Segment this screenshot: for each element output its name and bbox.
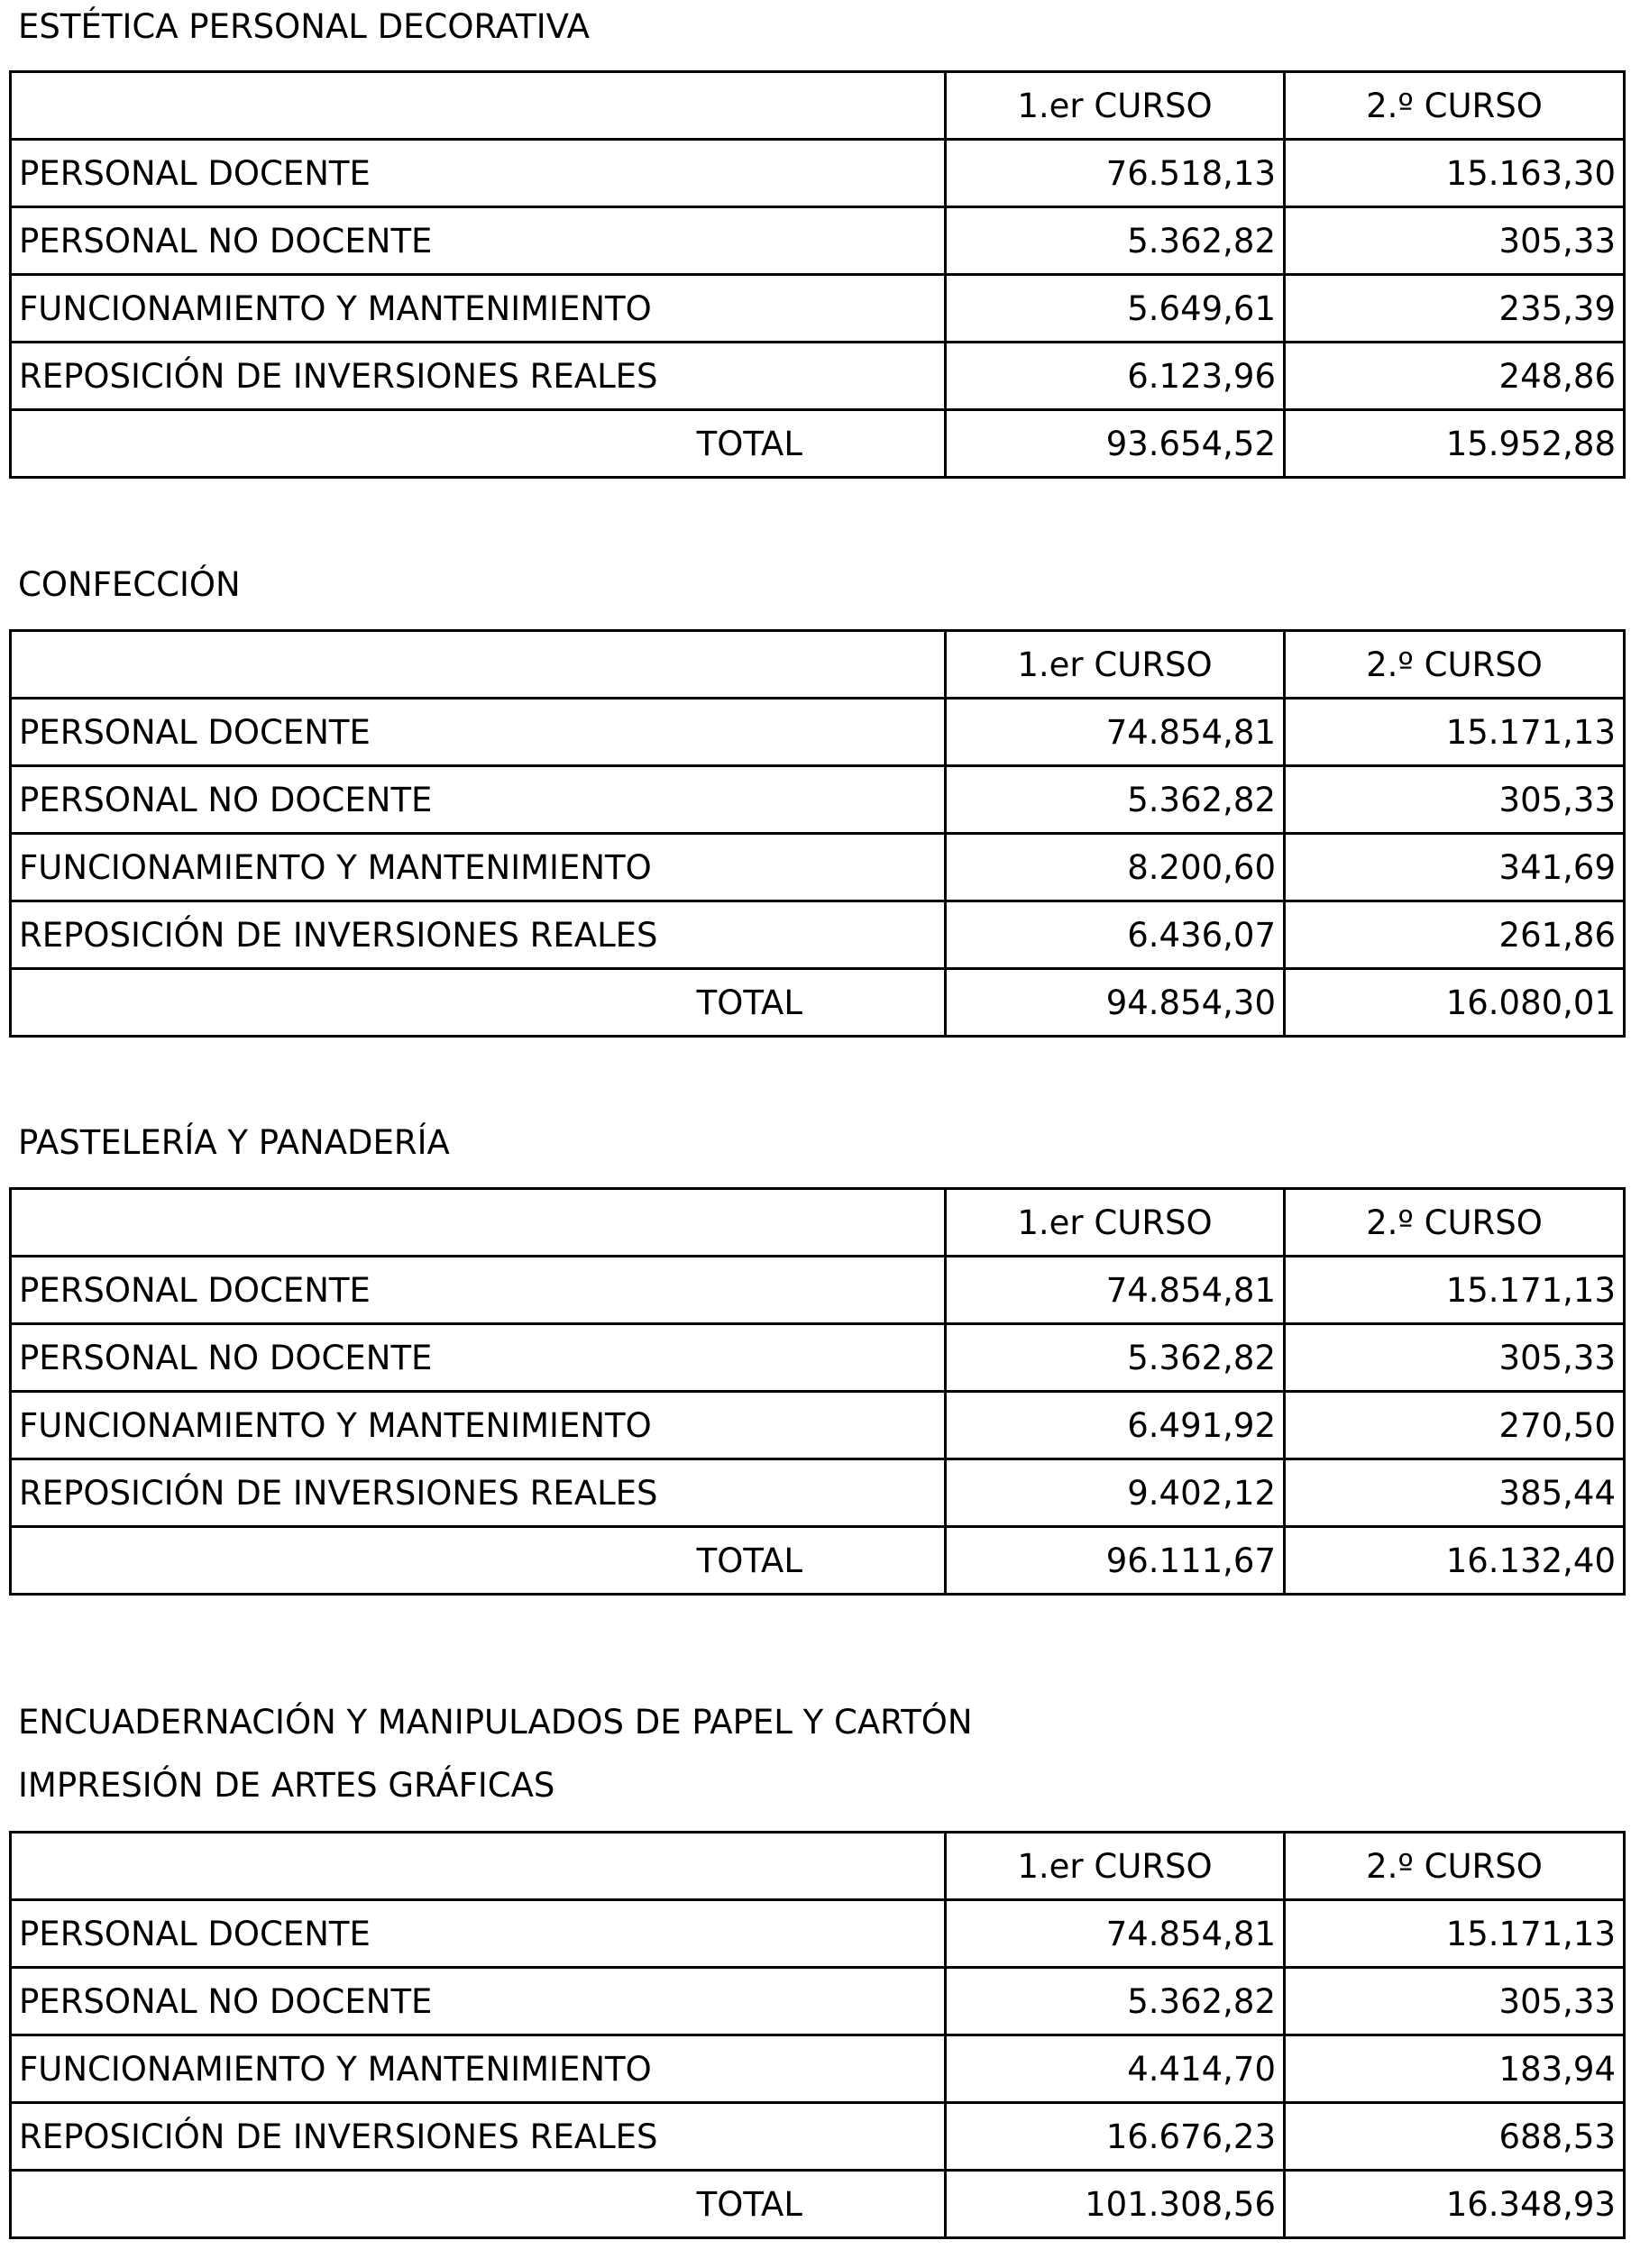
header-blank-cell — [11, 631, 946, 699]
row-label: PERSONAL DOCENTE — [11, 699, 946, 766]
total-first-course: 93.654,52 — [946, 410, 1285, 478]
value-second-course: 15.163,30 — [1285, 140, 1625, 207]
header-cell-second-course: 2.º CURSO — [1285, 72, 1625, 140]
header-blank-cell — [11, 1833, 946, 1900]
value-second-course: 15.171,13 — [1285, 1257, 1625, 1324]
table-row — [11, 1392, 1625, 1459]
value-second-course: 248,86 — [1285, 343, 1625, 410]
table-row — [11, 1459, 1625, 1527]
value-first-course: 9.402,12 — [946, 1459, 1285, 1527]
row-label: PERSONAL DOCENTE — [11, 1257, 946, 1324]
header-cell-second-course: 2.º CURSO — [1285, 631, 1625, 699]
table-row — [11, 2103, 1625, 2171]
table-header-row — [11, 1833, 1625, 1900]
header-cell-second-course: 2.º CURSO — [1285, 1833, 1625, 1900]
row-label: REPOSICIÓN DE INVERSIONES REALES — [11, 1459, 946, 1527]
value-second-course: 15.171,13 — [1285, 699, 1625, 766]
budget-table — [9, 629, 1626, 1038]
row-label: FUNCIONAMIENTO Y MANTENIMIENTO — [11, 1392, 946, 1459]
value-second-course: 305,33 — [1285, 1968, 1625, 2035]
value-second-course: 305,33 — [1285, 766, 1625, 834]
row-label: PERSONAL NO DOCENTE — [11, 766, 946, 834]
header-cell-first-course: 1.er CURSO — [946, 1833, 1285, 1900]
total-first-course: 96.111,67 — [946, 1527, 1285, 1595]
row-label: PERSONAL DOCENTE — [11, 140, 946, 207]
table-row — [11, 766, 1625, 834]
value-first-course: 76.518,13 — [946, 140, 1285, 207]
value-first-course: 5.649,61 — [946, 275, 1285, 343]
value-first-course: 5.362,82 — [946, 1968, 1285, 2035]
row-label: REPOSICIÓN DE INVERSIONES REALES — [11, 343, 946, 410]
section-title: ESTÉTICA PERSONAL DECORATIVA — [18, 7, 590, 46]
budget-table — [9, 1831, 1626, 2239]
row-label: PERSONAL DOCENTE — [11, 1900, 946, 1968]
budget-table — [9, 70, 1626, 479]
table-row — [11, 343, 1625, 410]
table-row — [11, 1900, 1625, 1968]
table-row — [11, 901, 1625, 969]
row-label: FUNCIONAMIENTO Y MANTENIMIENTO — [11, 834, 946, 901]
value-second-course: 305,33 — [1285, 207, 1625, 275]
row-label: FUNCIONAMIENTO Y MANTENIMIENTO — [11, 2035, 946, 2103]
value-second-course: 261,86 — [1285, 901, 1625, 969]
value-second-course: 305,33 — [1285, 1324, 1625, 1392]
total-row — [11, 1527, 1625, 1595]
value-first-course: 16.676,23 — [946, 2103, 1285, 2171]
value-second-course: 385,44 — [1285, 1459, 1625, 1527]
total-row — [11, 410, 1625, 478]
table-row — [11, 275, 1625, 343]
row-label: PERSONAL NO DOCENTE — [11, 207, 946, 275]
header-cell-first-course: 1.er CURSO — [946, 72, 1285, 140]
header-cell-first-course: 1.er CURSO — [946, 631, 1285, 699]
header-cell-second-course: 2.º CURSO — [1285, 1189, 1625, 1257]
value-first-course: 74.854,81 — [946, 1257, 1285, 1324]
total-first-course: 94.854,30 — [946, 969, 1285, 1037]
header-blank-cell — [11, 1189, 946, 1257]
value-first-course: 4.414,70 — [946, 2035, 1285, 2103]
table-header-row — [11, 631, 1625, 699]
total-label: TOTAL — [11, 410, 946, 478]
total-first-course: 101.308,56 — [946, 2171, 1285, 2238]
row-label: REPOSICIÓN DE INVERSIONES REALES — [11, 901, 946, 969]
section-title: ENCUADERNACIÓN Y MANIPULADOS DE PAPEL Y CARTÓN — [18, 1703, 973, 1742]
value-first-course: 5.362,82 — [946, 1324, 1285, 1392]
value-first-course: 74.854,81 — [946, 1900, 1285, 1968]
row-label: PERSONAL NO DOCENTE — [11, 1324, 946, 1392]
value-first-course: 5.362,82 — [946, 207, 1285, 275]
header-blank-cell — [11, 72, 946, 140]
total-second-course: 16.132,40 — [1285, 1527, 1625, 1595]
row-label: PERSONAL NO DOCENTE — [11, 1968, 946, 2035]
value-second-course: 270,50 — [1285, 1392, 1625, 1459]
section-subtitle: IMPRESIÓN DE ARTES GRÁFICAS — [18, 1766, 555, 1805]
table-row — [11, 1257, 1625, 1324]
value-second-course: 235,39 — [1285, 275, 1625, 343]
section-title: CONFECCIÓN — [18, 565, 241, 604]
value-first-course: 6.123,96 — [946, 343, 1285, 410]
table-row — [11, 1324, 1625, 1392]
table-row — [11, 699, 1625, 766]
budget-table — [9, 1187, 1626, 1596]
value-second-course: 688,53 — [1285, 2103, 1625, 2171]
header-cell-first-course: 1.er CURSO — [946, 1189, 1285, 1257]
value-first-course: 5.362,82 — [946, 766, 1285, 834]
total-second-course: 15.952,88 — [1285, 410, 1625, 478]
table-header-row — [11, 1189, 1625, 1257]
value-second-course: 15.171,13 — [1285, 1900, 1625, 1968]
value-second-course: 341,69 — [1285, 834, 1625, 901]
total-label: TOTAL — [11, 969, 946, 1037]
total-row — [11, 2171, 1625, 2238]
value-first-course: 6.436,07 — [946, 901, 1285, 969]
value-first-course: 8.200,60 — [946, 834, 1285, 901]
total-label: TOTAL — [11, 1527, 946, 1595]
table-row — [11, 207, 1625, 275]
section-title: PASTELERÍA Y PANADERÍA — [18, 1123, 450, 1162]
value-second-course: 183,94 — [1285, 2035, 1625, 2103]
table-header-row — [11, 72, 1625, 140]
value-first-course: 6.491,92 — [946, 1392, 1285, 1459]
total-row — [11, 969, 1625, 1037]
row-label: FUNCIONAMIENTO Y MANTENIMIENTO — [11, 275, 946, 343]
table-row — [11, 834, 1625, 901]
total-second-course: 16.080,01 — [1285, 969, 1625, 1037]
total-second-course: 16.348,93 — [1285, 2171, 1625, 2238]
table-row — [11, 2035, 1625, 2103]
table-row — [11, 140, 1625, 207]
total-label: TOTAL — [11, 2171, 946, 2238]
table-row — [11, 1968, 1625, 2035]
row-label: REPOSICIÓN DE INVERSIONES REALES — [11, 2103, 946, 2171]
value-first-course: 74.854,81 — [946, 699, 1285, 766]
